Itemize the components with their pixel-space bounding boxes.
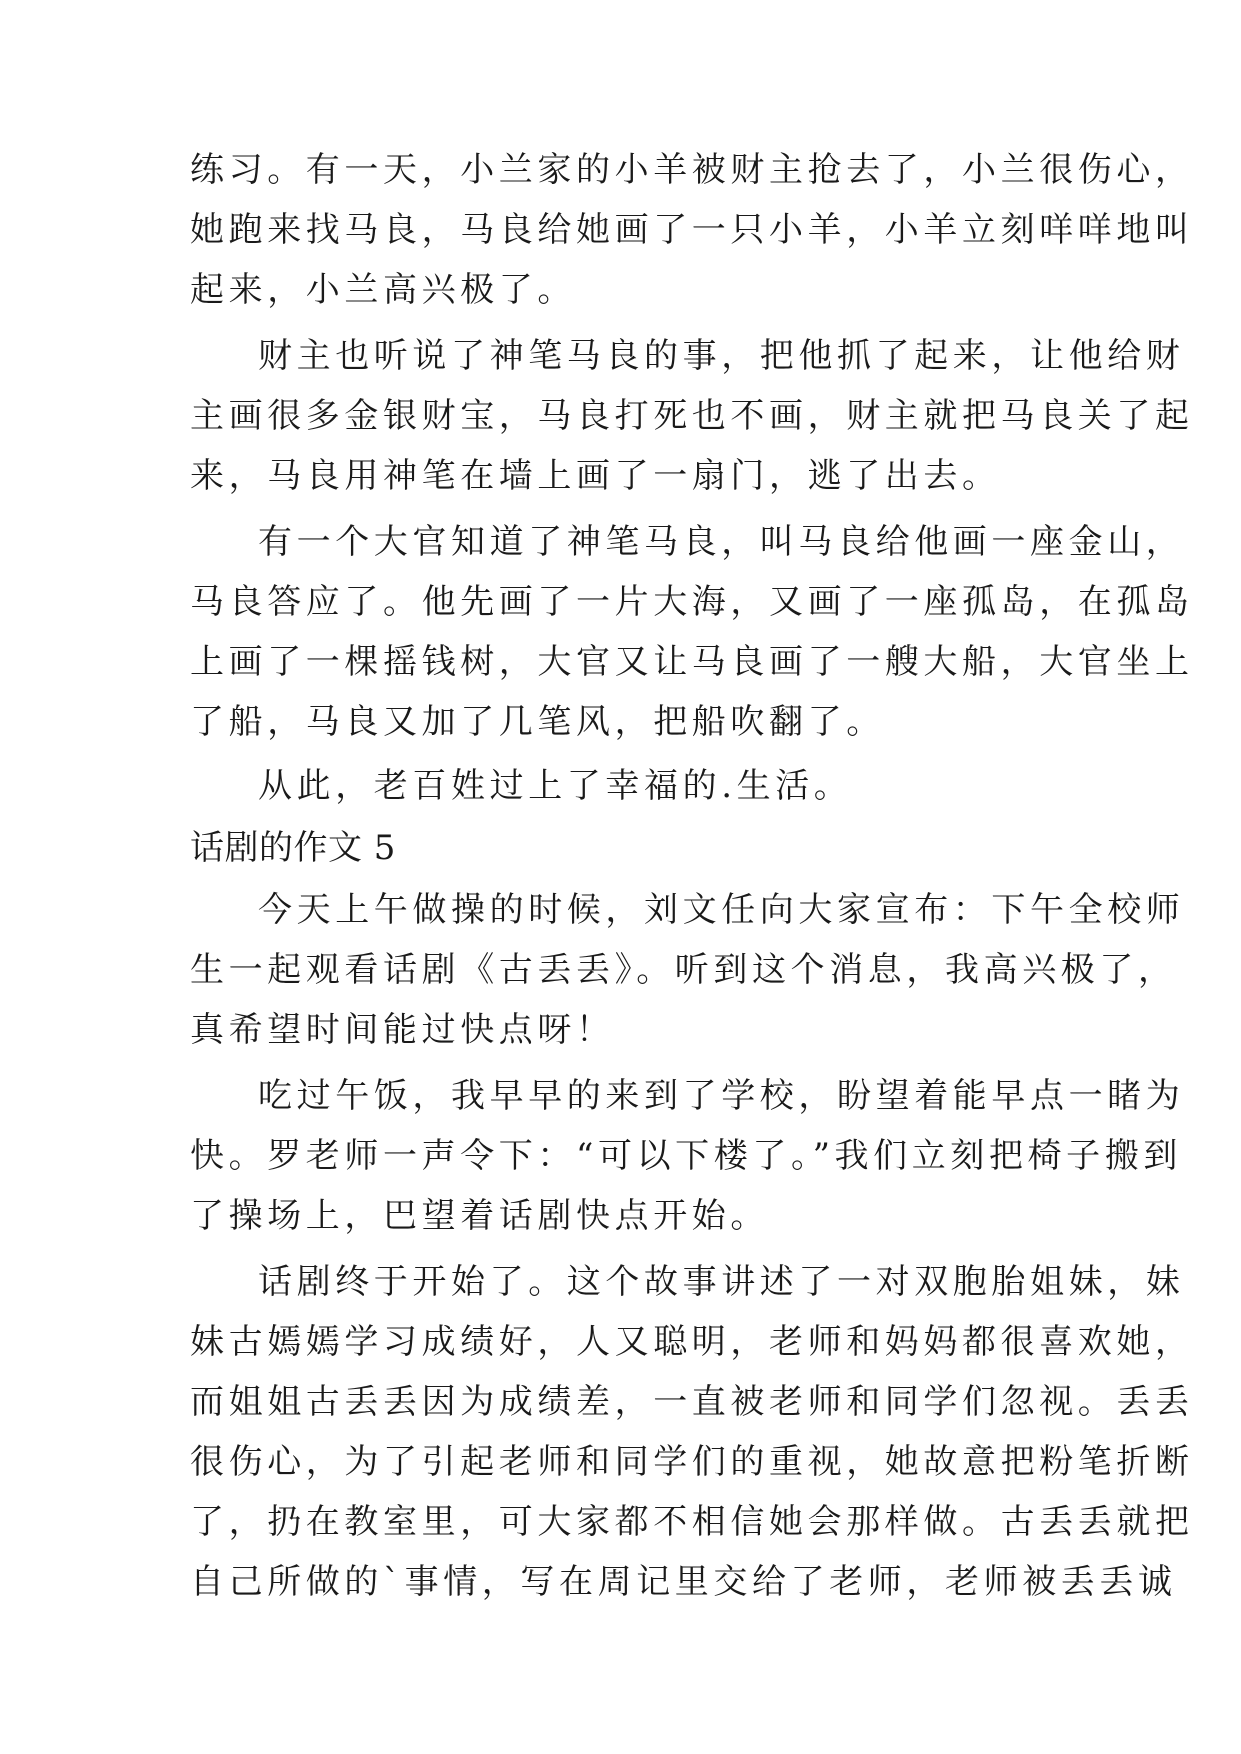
text-line: 主画很多金银财宝，马良打死也不画，财主就把马良关了起 (190, 396, 1194, 436)
text-line: 生一起观看话剧《古丢丢》。听到这个消息，我高兴极了， (190, 950, 1177, 990)
text-line: 很伤心，为了引起老师和同学们的重视，她故意把粉笔折断 (190, 1442, 1194, 1482)
section-heading: 话剧的作文 5 (190, 828, 396, 868)
text-line: 了，扔在教室里，可大家都不相信她会那样做。古丢丢就把 (190, 1502, 1194, 1542)
text-line: 话剧终于开始了。这个故事讲述了一对双胞胎姐妹，妹 (258, 1262, 1185, 1302)
text-line: 起来，小兰高兴极了。 (190, 270, 576, 310)
text-line: 今天上午做操的时候，刘文任向大家宣布：下午全校师 (258, 890, 1185, 930)
text-line: 妹古嫣嫣学习成绩好，人又聪明，老师和妈妈都很喜欢她， (190, 1322, 1194, 1362)
text-line: 有一个大官知道了神笔马良，叫马良给他画一座金山， (258, 522, 1185, 562)
text-line: 自己所做的`事情，写在周记里交给了老师，老师被丢丢诚 (190, 1562, 1177, 1602)
text-line: 了船，马良又加了几笔风，把船吹翻了。 (190, 702, 885, 742)
text-line: 练习。有一天，小兰家的小羊被财主抢去了，小兰很伤心， (190, 150, 1194, 190)
text-line: 从此，老百姓过上了幸福的.生活。 (258, 766, 853, 806)
text-line: 财主也听说了神笔马良的事，把他抓了起来，让他给财 (258, 336, 1185, 376)
text-line: 了操场上，巴望着话剧快点开始。 (190, 1196, 769, 1236)
text-line: 快。罗老师一声令下：“可以下楼了。”我们立刻把椅子搬到 (190, 1136, 1182, 1176)
text-line: 马良答应了。他先画了一片大海，又画了一座孤岛，在孤岛 (190, 582, 1194, 622)
text-line: 她跑来找马良，马良给她画了一只小羊，小羊立刻咩咩地叫 (190, 210, 1194, 250)
text-line: 吃过午饭，我早早的来到了学校，盼望着能早点一睹为 (258, 1076, 1185, 1116)
text-line: 而姐姐古丢丢因为成绩差，一直被老师和同学们忽视。丢丢 (190, 1382, 1194, 1422)
text-line: 来，马良用神笔在墙上画了一扇门，逃了出去。 (190, 456, 1001, 496)
text-line: 上画了一棵摇钱树，大官又让马良画了一艘大船，大官坐上 (190, 642, 1194, 682)
text-line: 真希望时间能过快点呀！ (190, 1010, 615, 1050)
